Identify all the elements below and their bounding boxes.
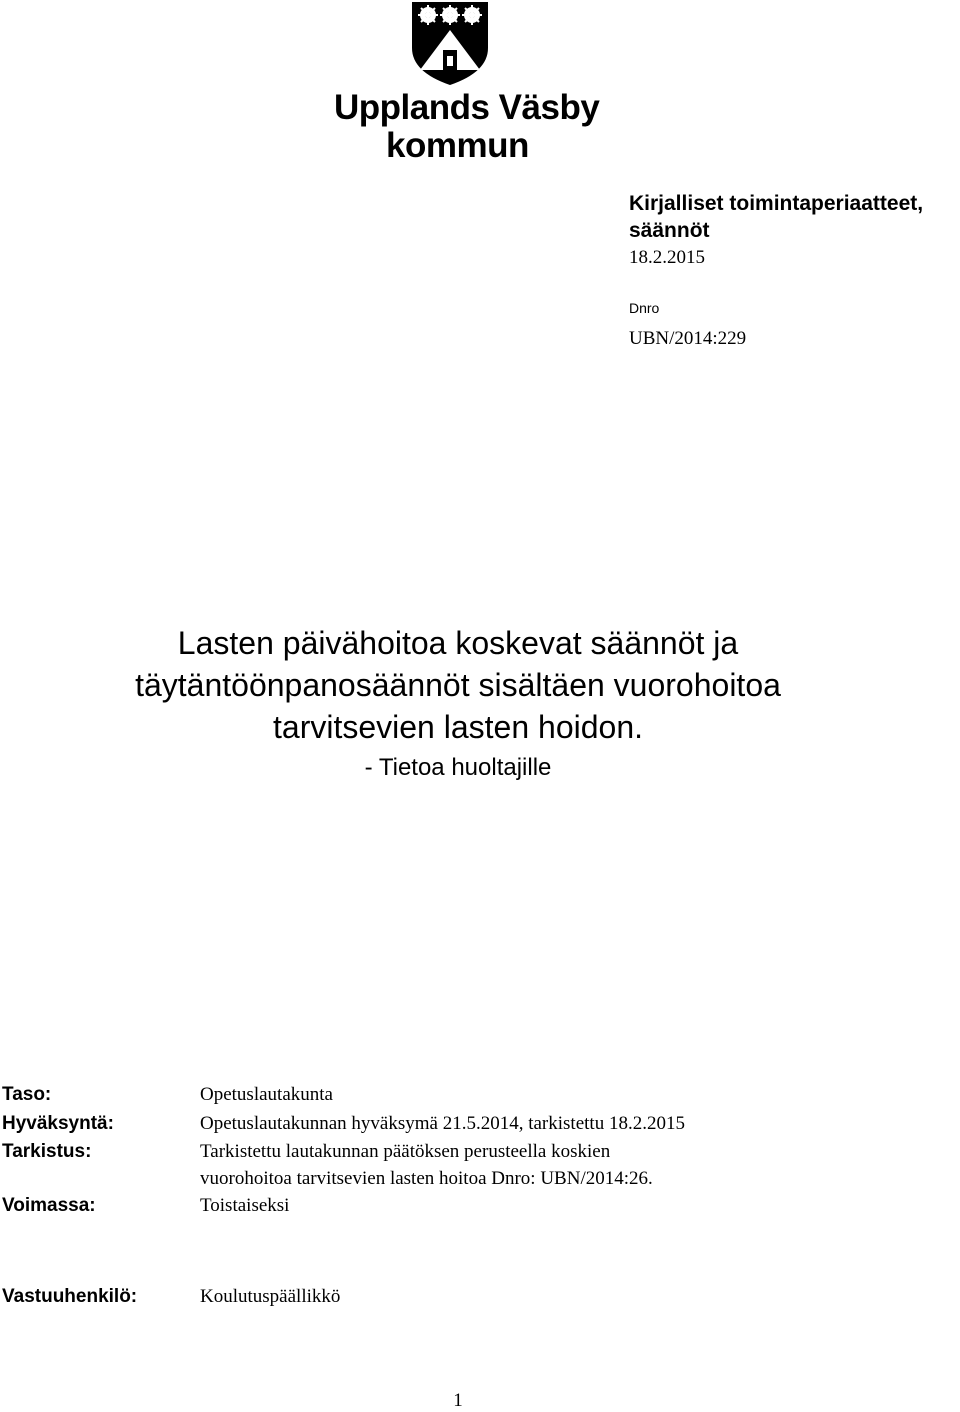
document-title-line1: Lasten päivähoitoa koskevat säännöt ja (177, 625, 739, 661)
tarkistus-value-line2: vuorohoitoa tarvitsevien lasten hoitoa Dnro: UBN/2014:26. (200, 1168, 653, 1189)
document-date: 18.2.2015 (629, 247, 705, 268)
vastuuhenkilo-label: Vastuuhenkilö: (2, 1286, 138, 1307)
hyvaksynta-label: Hyväksyntä: (2, 1113, 114, 1134)
org-name-line1: Upplands Väsby (334, 88, 600, 127)
hyvaksynta-value: Opetuslautakunnan hyväksymä 21.5.2014, tarkistettu 18.2.2015 (200, 1113, 685, 1134)
taso-label: Taso: (2, 1084, 52, 1105)
dnr-value: UBN/2014:229 (629, 328, 747, 349)
tarkistus-label: Tarkistus: (2, 1141, 92, 1162)
coat-of-arms-icon (410, 0, 490, 86)
document-title-line2: täytäntöönpanosäännöt sisältäen vuorohoitoa (135, 667, 781, 703)
tarkistus-value-line1: Tarkistettu lautakunnan päätöksen perusteella koskien (200, 1141, 611, 1162)
org-name-line2: kommun (386, 126, 529, 165)
page-number: 1 (453, 1390, 463, 1411)
voimassa-value: Toistaiseksi (200, 1195, 290, 1216)
document-subtitle: - Tietoa huoltajille (364, 754, 552, 781)
document-title-line3: tarvitsevien lasten hoidon. (273, 709, 643, 745)
document-type-line2: säännöt (629, 219, 710, 242)
voimassa-label: Voimassa: (2, 1195, 96, 1216)
taso-value: Opetuslautakunta (200, 1084, 333, 1105)
vastuuhenkilo-value: Koulutuspäällikkö (200, 1286, 341, 1307)
document-type-line1: Kirjalliset toimintaperiaatteet, (629, 192, 924, 215)
dnr-label: Dnro (629, 300, 660, 316)
